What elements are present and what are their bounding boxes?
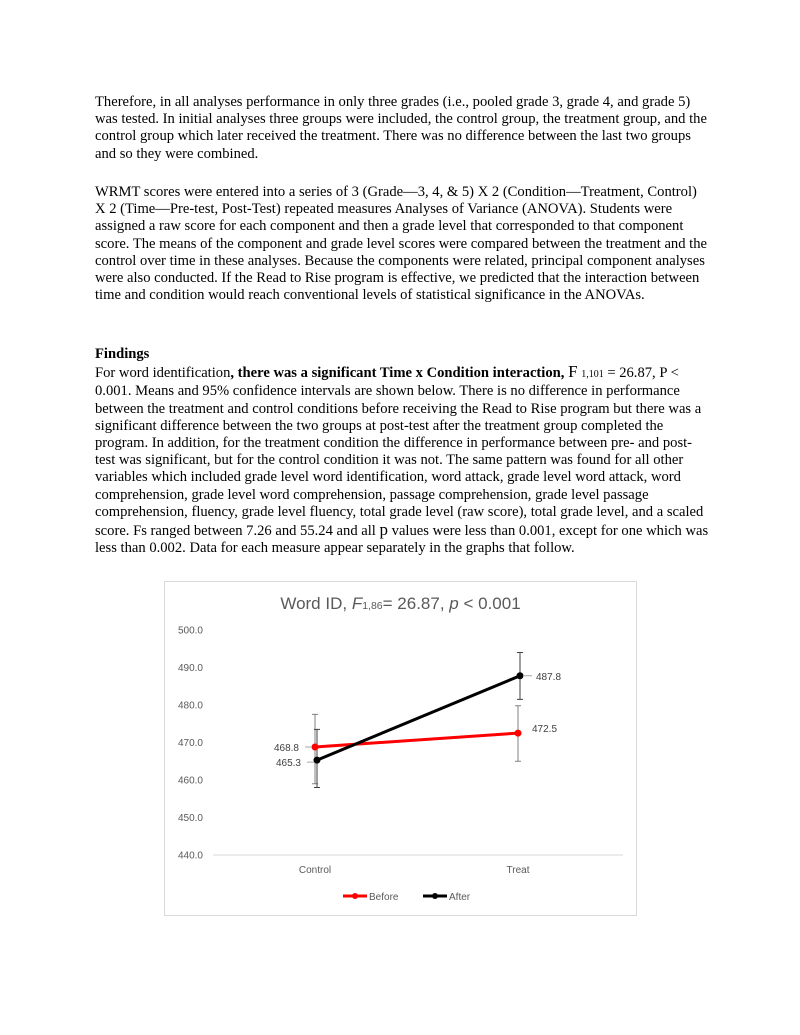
data-point [515,730,521,736]
chart-title-sub: 1,86 [362,600,383,612]
data-point [314,757,320,763]
data-point [312,744,318,750]
series-line-before [315,733,518,747]
data-label: 472.5 [532,724,558,736]
paragraph-text: WRMT scores were entered into a series of 3 (Grade—3, 4, & 5) X 2 (Condition—Treatment, Control) X 2 (Time—Pre-test, Post-Test) repeated measures Analyses of Variance (ANOVA). Students were assigned a raw score for each component and then a grade level that corresponded to that component score. The means of the component and grade level scores were compared between the treatment and the control over time in these analyses. Because the components were related, principal component analyses were also conducted. If the Read to Rise program is effective, we predicted that the interaction between time and condition would reach conventional levels of statistical significance in the ANOVAs. [95,184,708,304]
legend-label: After [449,892,471,903]
x-tick-label: Treat [506,865,530,876]
findings-stat-F: F [568,362,578,382]
paragraph-wrmt-method [95,184,710,304]
findings-paragraph [95,363,710,557]
y-tick-label: 490.0 [177,663,203,674]
data-label: 465.3 [275,758,301,770]
findings-stat-p: p [379,520,388,540]
findings-stat-df: 1,101 [581,369,604,381]
y-tick-label: 470.0 [177,738,203,749]
data-label: 487.8 [536,671,562,683]
legend-label: Before [369,892,399,903]
chart-title-suffix: < 0.001 [458,594,521,613]
data-point [517,673,523,679]
legend-marker [432,893,438,899]
y-tick-label: 440.0 [177,850,203,862]
chart-title-mid: = 26.87, [382,594,450,613]
word-id-chart [164,581,637,916]
chart-title-prefix: Word ID, [280,594,352,613]
findings-text-c: = 26.87, P < 0.001. Means and 95% confidence intervals are shown below. There is no difference in performance between the treatment and control conditions before receiving the Read to Rise program but there was a significant difference between the two groups at post-test after the treatment group completed the program. In addition, for the treatment condition the difference in performance between pre- and post-test was significant, but for the control condition it was not. The same pattern was found for all other variables which included grade level word identification, word attack, grade level word attack, word comprehension, grade level word comprehension, passage comprehension, grade level passage comprehension, fluency, grade level fluency, total grade level (raw score), total grade level, and a scaled score. Fs ranged between 7.26 and 55.24 and all [95,365,704,540]
paragraph-analyses-grades [95,94,710,163]
y-tick-label: 500.0 [177,625,203,637]
findings-text-a: For word identification [95,365,231,382]
y-tick-label: 450.0 [177,813,203,824]
findings-heading: Findings [95,346,150,362]
x-tick-label: Control [298,865,332,876]
legend-marker [352,893,358,899]
chart-title-F: F [351,594,363,613]
findings-section [95,346,710,557]
y-tick-label: 460.0 [177,775,203,787]
paragraph-text: Therefore, in all analyses performance in only three grades (i.e., pooled grade 3, grade 4, and grade 5) was tested. In initial analyses three groups were included, the control group, the treatment group, and the control group which later received the treatment. There was no difference between the last two groups and so they were combined. [95,94,707,162]
chart-plot-area [165,582,636,915]
findings-text-comma: , there was a significant Time x Condition interaction, [230,365,569,382]
chart-title-p: p [449,594,459,613]
findings-text-d: values were less than 0.001, except for one which was less than 0.002. Data for each measure appear separately in the graphs that follow. [95,523,709,557]
series-line-after [317,676,520,760]
data-label: 468.8 [273,743,299,754]
y-tick-label: 480.0 [177,700,203,712]
